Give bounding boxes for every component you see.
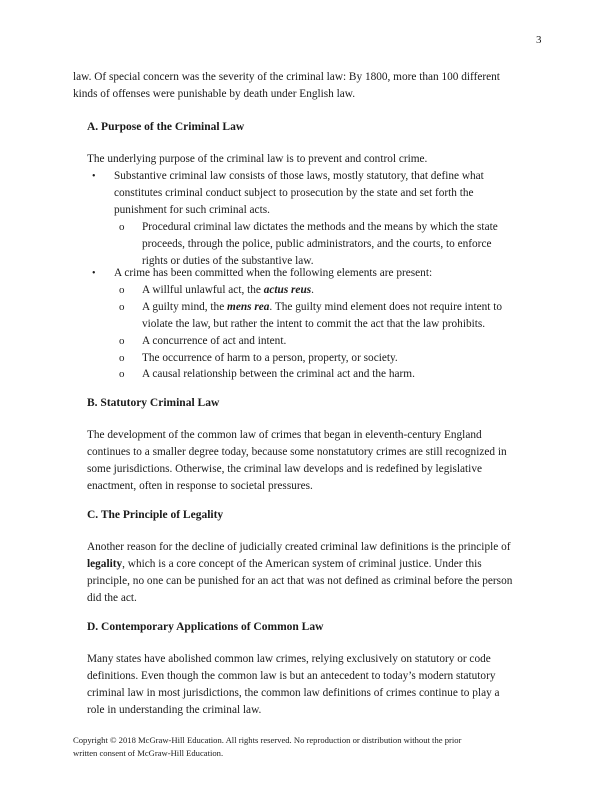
term-mens-rea: mens rea [227,301,270,313]
text-line: criminal law in most jurisdictions, the common law definitions of crimes continue to play a [87,687,500,699]
text-line: Procedural criminal law dictates the methods and the means by which the state [142,221,498,233]
bullet-substantive-law [114,168,484,219]
bullet-crime-elements: A crime has been committed when the following elements are present: [114,267,433,279]
sub-bullet-marker: o [119,301,125,313]
element-actus-reus [142,282,314,299]
intro-line: law. Of special concern was the severity of the criminal law: By 1800, more than 100 different [73,71,500,83]
intro-paragraph [73,69,500,103]
text-line: rights or duties of the substantive law. [142,255,314,267]
text-line: principle, no one can be punished for an act that was not defined as criminal before the person [87,575,513,587]
element-concurrence: A concurrence of act and intent. [142,335,287,347]
element-mens-rea [142,299,502,333]
term-actus-reus: actus reus [263,284,312,296]
text-line [87,556,512,573]
text-span: A willful unlawful act, the [142,284,264,296]
section-c-paragraph [87,539,512,607]
bullet-marker: • [92,171,96,182]
sub-bullet-procedural-law [142,219,498,270]
sub-bullet-marker: o [119,221,125,233]
section-d-paragraph [87,651,500,719]
section-a-lead: The underlying purpose of the criminal law is to prevent and control crime. [87,153,428,165]
page-number: 3 [536,34,542,46]
section-a-heading: A. Purpose of the Criminal Law [87,121,245,133]
section-d-heading: D. Contemporary Applications of Common Law [87,621,324,633]
text-line: proceeds, through the police, public administrators, and the courts, to enforce [142,238,492,250]
section-b-heading: B. Statutory Criminal Law [87,397,220,409]
text-line: punishment for such criminal acts. [114,204,270,216]
text-line: did the act. [87,592,137,604]
text-line [142,299,502,316]
term-legality: legality [87,558,123,570]
section-c-heading: C. The Principle of Legality [87,509,224,521]
text-line: violate the law, but rather the intent to commit the act that the law prohibits. [142,318,486,330]
footer-line: Copyright © 2018 McGraw-Hill Education. All rights reserved. No reproduction or distribution without the prior [73,735,462,745]
text-span: , which is a core concept of the American system of criminal justice. Under this [122,558,482,570]
text-span: . [311,284,314,296]
intro-line: kinds of offenses were punishable by death under English law. [73,88,356,100]
copyright-footer [73,734,543,760]
text-line: continues to a smaller degree today, because some nonstatutory crimes are still recognized in [87,446,507,458]
element-causation: A causal relationship between the criminal act and the harm. [142,368,415,380]
section-b-paragraph [87,427,507,495]
text-line: Many states have abolished common law crimes, relying exclusively on statutory or code [87,653,491,665]
element-harm: The occurrence of harm to a person, property, or society. [142,352,398,364]
footer-line: written consent of McGraw-Hill Education. [73,748,224,758]
text-line: The development of the common law of crimes that began in eleventh-century England [87,429,482,441]
sub-bullet-marker: o [119,335,125,347]
bullet-marker: • [92,268,96,279]
sub-bullet-marker: o [119,368,125,380]
text-line: Substantive criminal law consists of those laws, mostly statutory, that define what [114,170,484,182]
text-line: some jurisdictions. Otherwise, the criminal law develops and is redefined by legislative [87,463,482,475]
sub-bullet-marker: o [119,352,125,364]
text-line: enactment, often in response to societal pressures. [87,480,313,492]
text-line: constitutes criminal conduct subject to prosecution by the state and set forth the [114,187,474,199]
sub-bullet-marker: o [119,284,125,296]
text-span: A guilty mind, the [142,301,228,313]
text-span: . The guilty mind element does not require intent to [269,301,503,313]
text-line: Another reason for the decline of judicially created criminal law definitions is the principle of [87,541,511,553]
text-line: definitions. Even though the common law is but an antecedent to today’s modern statutory [87,670,496,682]
text-line: role in understanding the criminal law. [87,704,262,716]
